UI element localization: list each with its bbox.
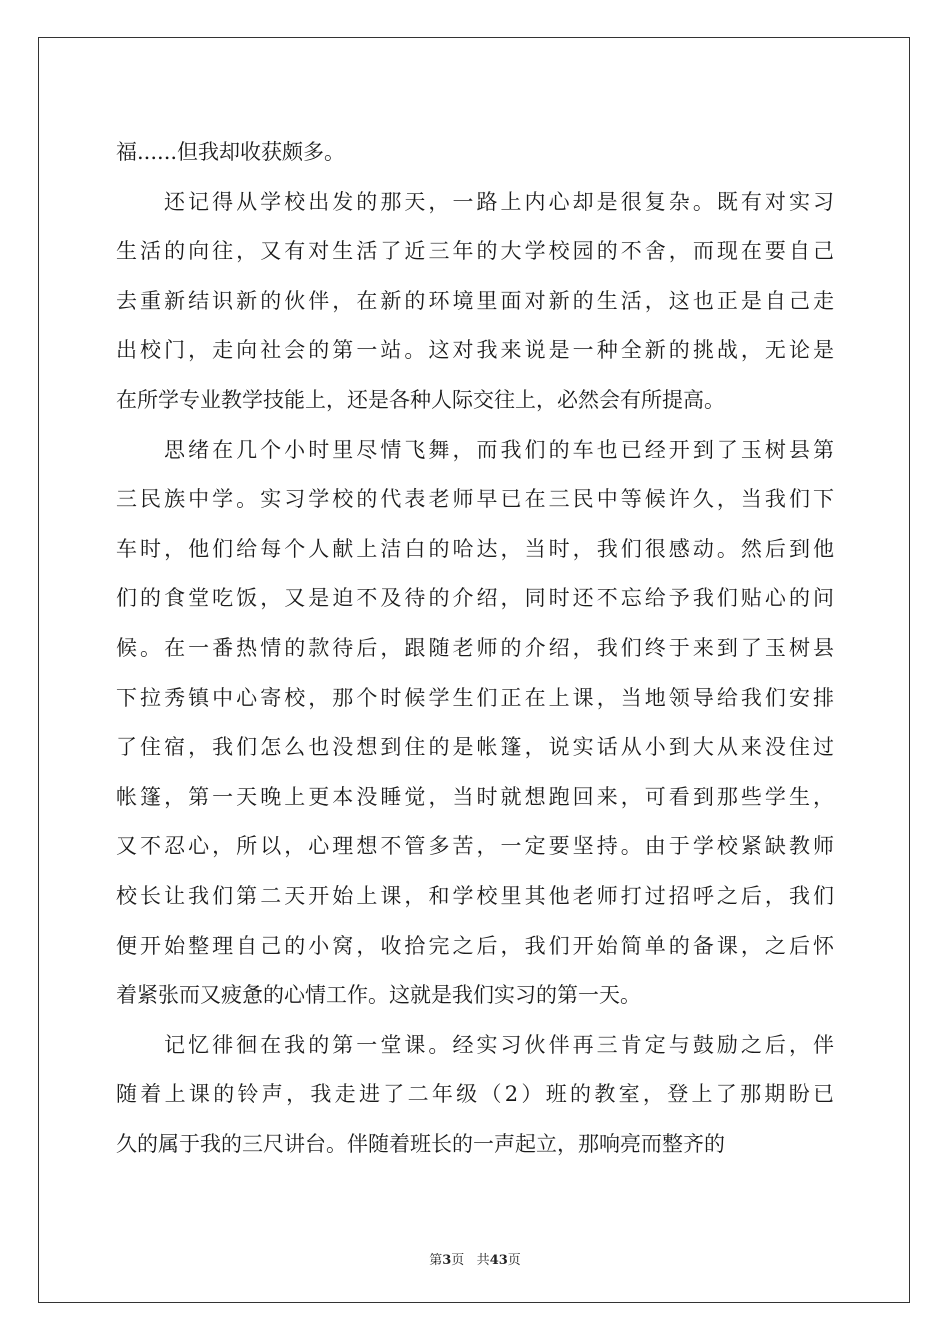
text-line: 三民族中学。实习学校的代表老师早已在三民中等候许久，当我们下: [116, 487, 834, 512]
footer-page-prefix: 第: [429, 1253, 443, 1268]
footer-total-suffix: 页: [507, 1253, 521, 1268]
text-line: 们的食堂吃饭，又是迫不及待的介绍，同时还不忘给予我们贴心的问: [116, 586, 834, 611]
paragraph: [116, 128, 834, 178]
text-line: 候。在一番热情的款待后，跟随老师的介绍，我们终于来到了玉树县: [116, 635, 834, 660]
page-footer: [0, 1249, 950, 1268]
text-line: 着紧张而又疲惫的心情工作。这就是我们实习的第一天。: [116, 983, 641, 1008]
text-line: 久的属于我的三尺讲台。伴随着班长的一声起立，那响亮而整齐的: [116, 1131, 725, 1156]
paragraph: [116, 426, 834, 1021]
paragraph: [116, 1021, 834, 1170]
footer-total-prefix: 共: [476, 1253, 490, 1268]
text-line: 还记得从学校出发的那天，一路上内心却是很复杂。既有对实习: [164, 189, 834, 214]
footer-page-number: 3: [442, 1253, 452, 1268]
footer-total-pages: 43: [489, 1253, 508, 1268]
text-line: 出校门，走向社会的第一站。这对我来说是一种全新的挑战，无论是: [116, 338, 834, 363]
text-line: 生活的向往，又有对生活了近三年的大学校园的不舍，而现在要自己: [116, 239, 834, 264]
text-line: 在所学专业教学技能上，还是各种人际交往上，必然会有所提高。: [116, 387, 725, 412]
text-line: 车时，他们给每个人献上洁白的哈达，当时，我们很感动。然后到他: [116, 536, 834, 561]
text-line: 记忆徘徊在我的第一堂课。经实习伙伴再三肯定与鼓励之后，伴: [164, 1032, 834, 1057]
text-line: 去重新结识新的伙伴，在新的环境里面对新的生活，这也正是自己走: [116, 288, 834, 313]
text-line: 下拉秀镇中心寄校，那个时候学生们正在上课，当地领导给我们安排: [116, 685, 834, 710]
text-line: 又不忍心，所以，心理想不管多苦，一定要坚持。由于学校紧缺教师: [116, 834, 834, 859]
text-line: 帐篷，第一天晚上更本没睡觉，当时就想跑回来，可看到那些学生，: [116, 784, 834, 809]
document-body: [116, 128, 834, 1169]
text-line: 校长让我们第二天开始上课，和学校里其他老师打过招呼之后，我们: [116, 883, 834, 908]
text-line: 了住宿，我们怎么也没想到住的是帐篷，说实话从小到大从来没住过: [116, 735, 834, 760]
text-line: 福......但我却收获颇多。: [116, 140, 346, 164]
paragraph: [116, 178, 834, 426]
text-line: 思绪在几个小时里尽情飞舞，而我们的车也已经开到了玉树县第: [164, 437, 834, 462]
text-line: 便开始整理自己的小窝，收拾完之后，我们开始简单的备课，之后怀: [116, 933, 834, 958]
footer-page-suffix: 页: [451, 1253, 465, 1268]
text-line: 随着上课的铃声，我走进了二年级（2）班的教室，登上了那期盼已: [116, 1082, 834, 1107]
